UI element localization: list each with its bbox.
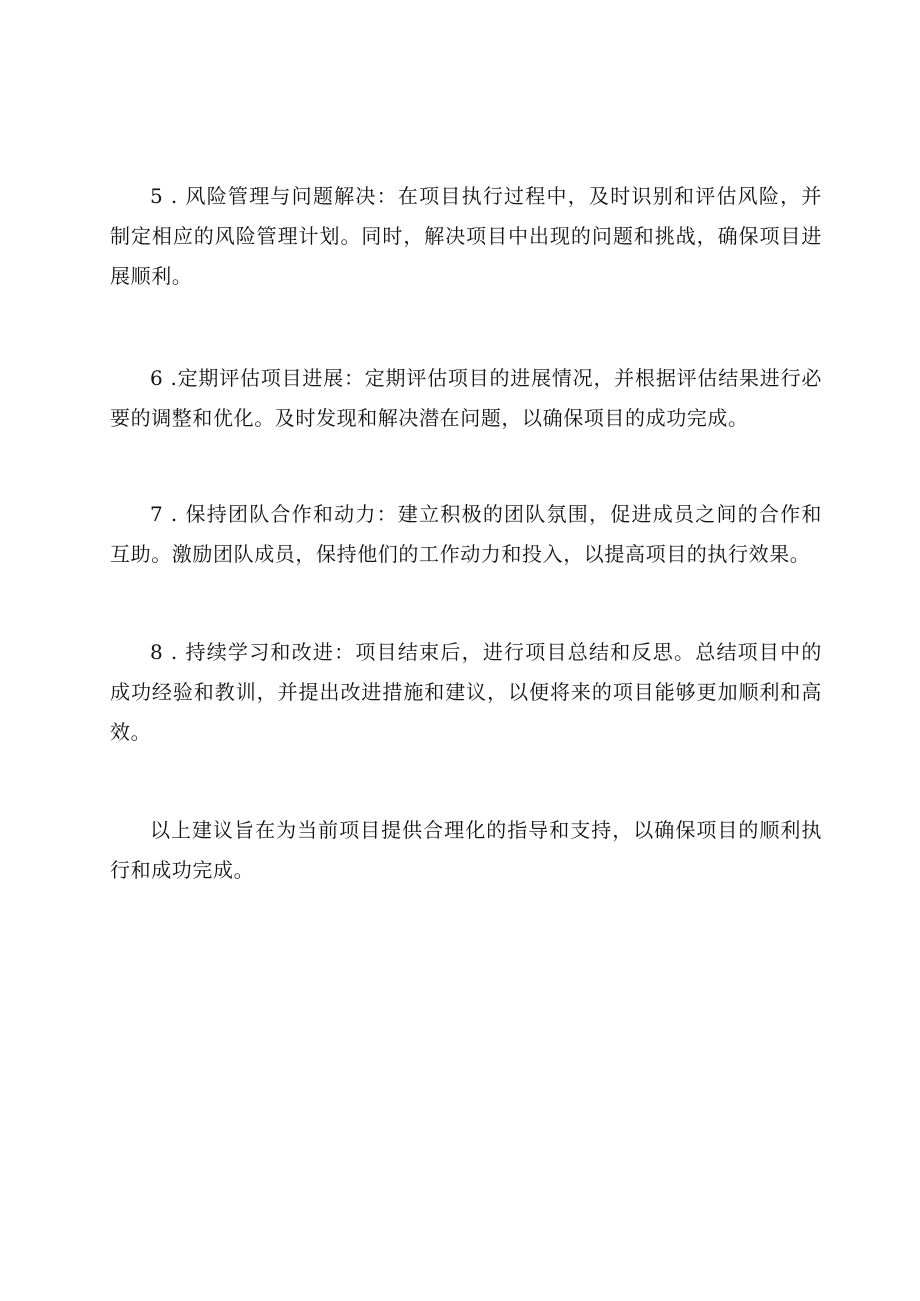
paragraph-item-7: 7 . 保持团队合作和动力：建立积极的团队氛围，促进成员之间的合作和互助。激励团队成员，保持他们的工作动力和投入，以提高项目的执行效果。 (110, 502, 822, 566)
paragraph-item-6: 6 .定期评估项目进展：定期评估项目的进展情况，并根据评估结果进行必要的调整和优化。及时发现和解决潜在问题，以确保项目的成功完成。 (110, 366, 822, 430)
paragraph-item-8: 8 . 持续学习和改进：项目结束后，进行项目总结和反思。总结项目中的成功经验和教训，并提出改进措施和建议，以便将来的项目能够更加顺利和高效。 (110, 640, 822, 744)
document-body (110, 176, 822, 890)
paragraph-item-5: 5 . 风险管理与问题解决：在项目执行过程中，及时识别和评估风险，并制定相应的风险管理计划。同时，解决项目中出现的问题和挑战，确保项目进展顺利。 (110, 184, 822, 288)
paragraph-conclusion: 以上建议旨在为当前项目提供合理化的指导和支持，以确保项目的顺利执行和成功完成。 (110, 818, 822, 882)
